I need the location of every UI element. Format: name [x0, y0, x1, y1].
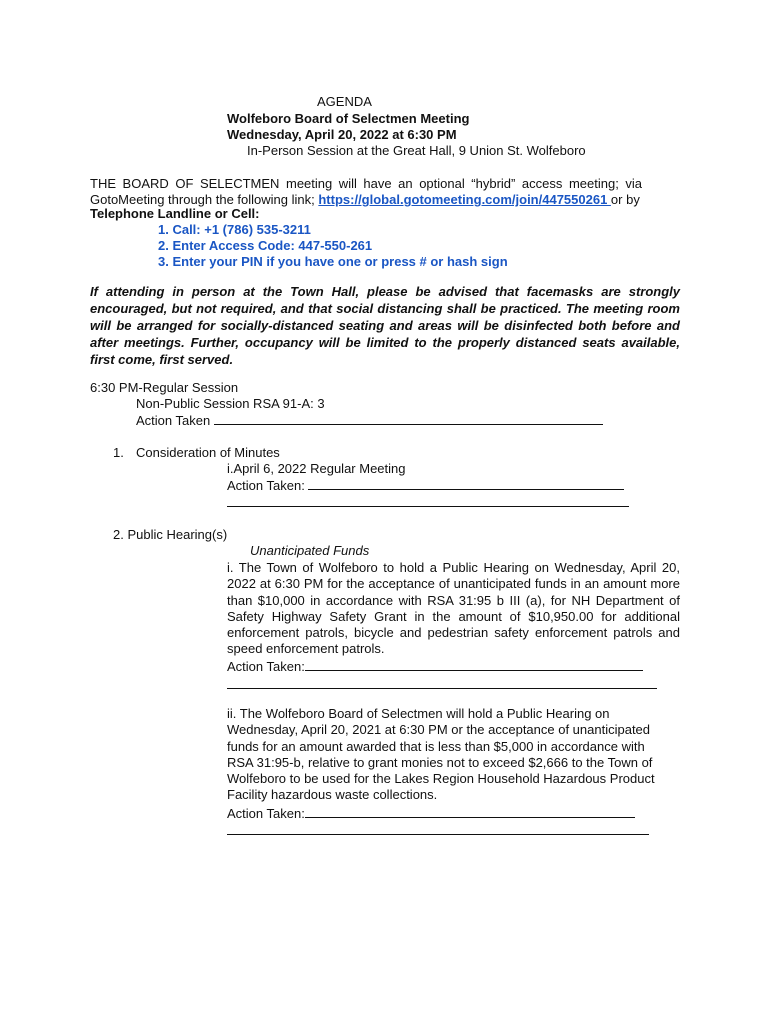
action-label: Action Taken: — [227, 659, 305, 674]
in-person-notice: If attending in person at the Town Hall, please be advised that facemasks are strongly encouraged, but not required, and that social distancing shall be practiced. The meeting room will be arranged for socially-distanced seating and areas will be disinfected both before and after meetings. Further, occupancy will be limited to the properly distanced seats available, first come, first served. — [90, 284, 680, 367]
agenda-heading: AGENDA — [317, 94, 372, 109]
hearing-i-action — [227, 658, 643, 675]
phone-heading: Telephone Landline or Cell: — [90, 206, 260, 221]
intro-text: THE BOARD OF SELECTMEN meeting will have an optional “hybrid” access meeting; via GotoMeeting through the following link; — [90, 176, 642, 207]
regular-session-heading: 6:30 PM-Regular Session — [90, 380, 239, 395]
action-label: Action Taken — [136, 413, 214, 428]
action-line — [305, 658, 643, 671]
item-2-title: 2. Public Hearing(s) — [113, 527, 228, 542]
nonpublic-action — [136, 412, 603, 429]
phone-step-3: 3. Enter your PIN if you have one or press # or hash sign — [158, 254, 508, 269]
hearing-ii-text: ii. The Wolfeboro Board of Selectmen will hold a Public Hearing on Wednesday, April 20, 2021 at 6:30 PM or the acceptance of unanticipated funds for an amount awarded that is less than $5,000 in accordance with RSA 31:95-b, relative to grant monies not to exceed $2,666 to the Town of Wolfeboro to be used for the Lakes Region Household Hazardous Product Facility hazardous waste collections. — [227, 706, 655, 803]
hearing-ii-action — [227, 805, 635, 822]
action-line — [305, 805, 635, 818]
nonpublic-session: Non-Public Session RSA 91-A: 3 — [136, 396, 325, 411]
meeting-location: In-Person Session at the Great Hall, 9 Union St. Wolfeboro — [247, 143, 586, 158]
item-1-number: 1. — [113, 445, 124, 460]
item-1-title: Consideration of Minutes — [136, 445, 280, 460]
action-label: Action Taken: — [227, 478, 309, 493]
action-line — [214, 412, 603, 425]
item-1-action — [227, 477, 624, 494]
action-line-continued — [227, 506, 629, 507]
meeting-date: Wednesday, April 20, 2022 at 6:30 PM — [227, 127, 457, 142]
action-line-continued — [227, 688, 657, 689]
hybrid-access-paragraph — [90, 176, 642, 208]
phone-step-1: 1. Call: +1 (786) 535-3211 — [158, 222, 311, 237]
phone-step-2: 2. Enter Access Code: 447-550-261 — [158, 238, 373, 253]
intro-text-tail: or by — [610, 192, 640, 207]
gotomeeting-link[interactable]: https://global.gotomeeting.com/join/447550261 — [318, 192, 611, 207]
item-2-subheading: Unanticipated Funds — [250, 543, 370, 558]
hearing-i-text: i. The Town of Wolfeboro to hold a Public Hearing on Wednesday, April 20, 2022 at 6:30 PM for the acceptance of unanticipated funds in an amount more than $10,000 in accordance with RSA 31:95 b III (a), for NH Department of Safety Highway Safety Grant in the amount of $10,950.00 for additional enforcement patrols, bicycle and pedestrian safety enforcement patrols and speed enforcement patrols. — [227, 560, 680, 657]
action-label: Action Taken: — [227, 806, 305, 821]
action-line-continued — [227, 834, 649, 835]
action-line — [308, 477, 624, 490]
item-1-minutes: i.April 6, 2022 Regular Meeting — [227, 461, 406, 476]
board-title: Wolfeboro Board of Selectmen Meeting — [227, 111, 470, 126]
